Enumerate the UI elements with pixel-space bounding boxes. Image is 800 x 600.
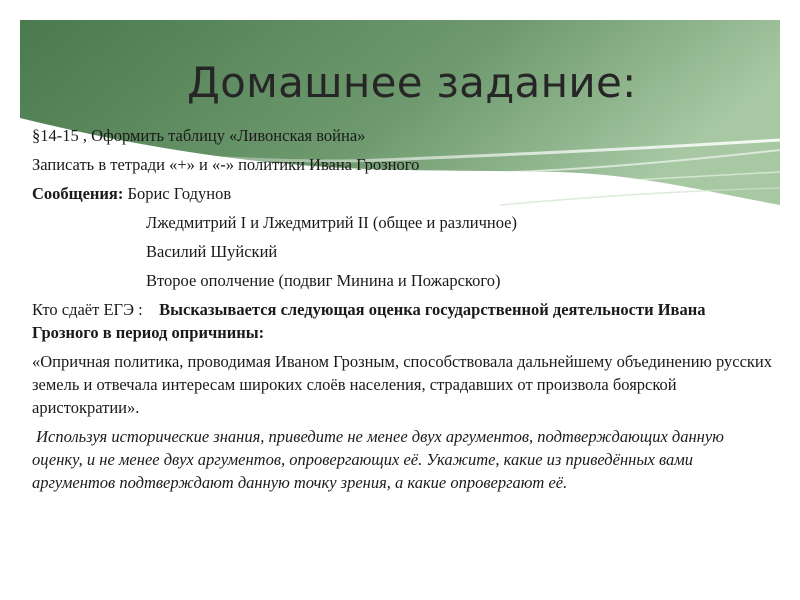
messages-first-line [32,182,772,205]
ege-prefix: Кто сдаёт ЕГЭ : [32,300,143,319]
quote-paragraph: «Опричная политика, проводимая Иваном Грозным, способствовала дальнейшему объединению русских земель и отвечала интересам широких слоёв населения, страдавших от произвола боярской аристократии». [32,352,773,417]
instruction-text: Используя исторические знания, приведите не менее двух аргументов, подтверждающих данную оценку, и не менее двух аргументов, опровергающих её. Укажите, какие из приведённых вами аргументов подтверждают данную точку зрения, а какие опровергают её. [32,427,724,492]
task-1: §14-15 , Оформить таблицу «Ливонская война» [32,126,366,145]
ege-paragraph [32,298,772,344]
instruction-paragraph [32,425,772,494]
task-2: Записать в тетради «+» и «-» политики Ивана Грозного [32,155,420,174]
message-item: Борис Годунов [127,184,232,203]
message-item: Второе ополчение (подвиг Минина и Пожарского) [146,271,501,290]
messages-label: Сообщения: [32,184,124,203]
message-item: Лжедмитрий I и Лжедмитрий II (общее и различное) [146,213,518,232]
ege-question: Высказывается следующая оценка государственной деятельности Ивана Грозного в период опричнины: [32,300,706,342]
slide-title: Домашнее задание: [187,58,637,107]
slide-content [32,124,772,494]
message-item: Василий Шуйский [146,242,278,261]
